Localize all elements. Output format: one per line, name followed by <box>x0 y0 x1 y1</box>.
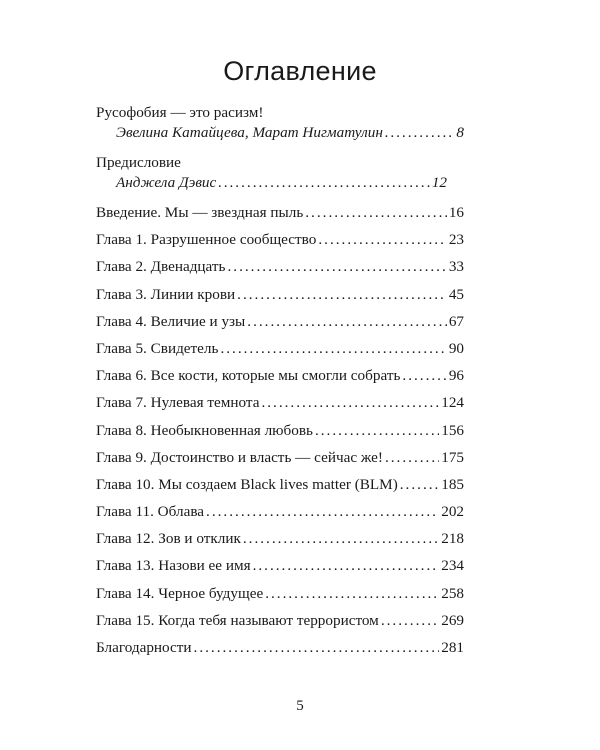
leader-dots <box>305 203 447 223</box>
leader-dots <box>385 123 455 143</box>
toc-entry <box>96 257 464 277</box>
leader-dots <box>402 366 446 386</box>
toc-entry-label: Предисловие <box>96 154 181 171</box>
toc-entry <box>96 584 464 604</box>
toc-entry-label: Глава 6. Все кости, которые мы смогли собрать <box>96 367 401 385</box>
table-of-contents <box>96 103 464 665</box>
toc-entry-page: 23 <box>448 231 464 249</box>
toc-entry-label: Глава 9. Достоинство и власть — сейчас же! <box>96 448 383 466</box>
toc-entry <box>96 366 464 386</box>
toc-entry <box>96 285 464 305</box>
toc-entry-page: 124 <box>441 394 464 412</box>
toc-entry <box>96 611 464 631</box>
leader-dots <box>227 257 446 277</box>
toc-entry-label: Глава 8. Необыкновенная любовь <box>96 421 313 439</box>
leader-dots <box>400 475 439 495</box>
toc-entry-preface <box>96 153 464 193</box>
toc-entry-page: 234 <box>441 557 464 575</box>
toc-entry-label: Глава 10. Мы создаем Black lives matter (BLM) <box>96 475 398 493</box>
toc-entry-page: 90 <box>448 339 464 357</box>
leader-dots <box>318 230 446 250</box>
leader-dots <box>237 285 447 305</box>
toc-entry-page: 96 <box>448 367 464 385</box>
leader-dots <box>261 393 439 413</box>
toc-entry-author: Анджела Дэвис <box>116 174 217 191</box>
toc-entry <box>96 312 464 332</box>
toc-entry <box>96 339 464 359</box>
toc-entry-author-row <box>96 123 464 143</box>
toc-entry <box>96 529 464 549</box>
toc-entry <box>96 203 464 223</box>
toc-entry-page: 175 <box>441 448 464 466</box>
toc-entry <box>96 502 464 522</box>
toc-entry <box>96 475 464 495</box>
toc-entry-label: Глава 14. Черное будущее <box>96 584 264 602</box>
toc-entry-page: 202 <box>441 503 464 521</box>
toc-entry-page: 185 <box>441 475 464 493</box>
leader-dots <box>381 611 439 631</box>
page-title: Оглавление <box>223 56 377 86</box>
leader-dots <box>218 173 430 193</box>
toc-entry-label: Глава 15. Когда тебя называют террористом <box>96 611 379 629</box>
toc-entry-label: Введение. Мы — звездная пыль <box>96 204 304 221</box>
toc-entry-page: 156 <box>441 421 464 439</box>
toc-entry-author-row <box>96 173 464 193</box>
page-number: 5 <box>296 698 304 714</box>
toc-entry-page: 33 <box>448 258 464 276</box>
toc-entry-page: 45 <box>448 285 464 303</box>
toc-entry <box>96 556 464 576</box>
toc-entry-label: Глава 2. Двенадцать <box>96 258 226 276</box>
toc-entry-label: Глава 3. Линии крови <box>96 285 236 303</box>
leader-dots <box>247 312 447 332</box>
leader-dots <box>265 584 439 604</box>
toc-entry-label: Глава 7. Нулевая темнота <box>96 394 260 412</box>
toc-entry-preface-ru <box>96 103 464 143</box>
toc-entry-page: 269 <box>441 611 464 629</box>
toc-entry-label: Глава 5. Свидетель <box>96 339 219 357</box>
toc-entry-label: Глава 13. Назови ее имя <box>96 557 251 575</box>
toc-entry-author: Эвелина Катайцева, Марат Нигматулин <box>116 124 383 141</box>
leader-dots <box>194 638 440 658</box>
toc-entry-page: 67 <box>448 312 464 330</box>
toc-entry-page: 8 <box>456 124 464 141</box>
toc-entry-label: Глава 11. Облава <box>96 503 205 521</box>
toc-entry-page: 218 <box>441 530 464 548</box>
toc-entry <box>96 421 464 441</box>
leader-dots <box>385 448 439 468</box>
toc-entry <box>96 448 464 468</box>
toc-entry-label: Глава 4. Величие и узы <box>96 312 246 330</box>
toc-entry <box>96 638 464 658</box>
toc-entry-page: 281 <box>441 639 464 656</box>
toc-entry-page: 12 <box>431 174 447 191</box>
leader-dots <box>315 421 439 441</box>
leader-dots <box>243 529 439 549</box>
toc-entry-label: Благодарности <box>96 639 192 656</box>
toc-entry-page: 258 <box>441 584 464 602</box>
toc-entry-label: Русофобия — это расизм! <box>96 104 264 121</box>
toc-entry-page: 16 <box>448 204 464 221</box>
toc-entry-label: Глава 12. Зов и отклик <box>96 530 241 548</box>
leader-dots <box>253 556 440 576</box>
leader-dots <box>220 339 446 359</box>
leader-dots <box>206 502 439 522</box>
toc-entry <box>96 393 464 413</box>
toc-entry <box>96 230 464 250</box>
toc-entry-label: Глава 1. Разрушенное сообщество <box>96 231 317 249</box>
